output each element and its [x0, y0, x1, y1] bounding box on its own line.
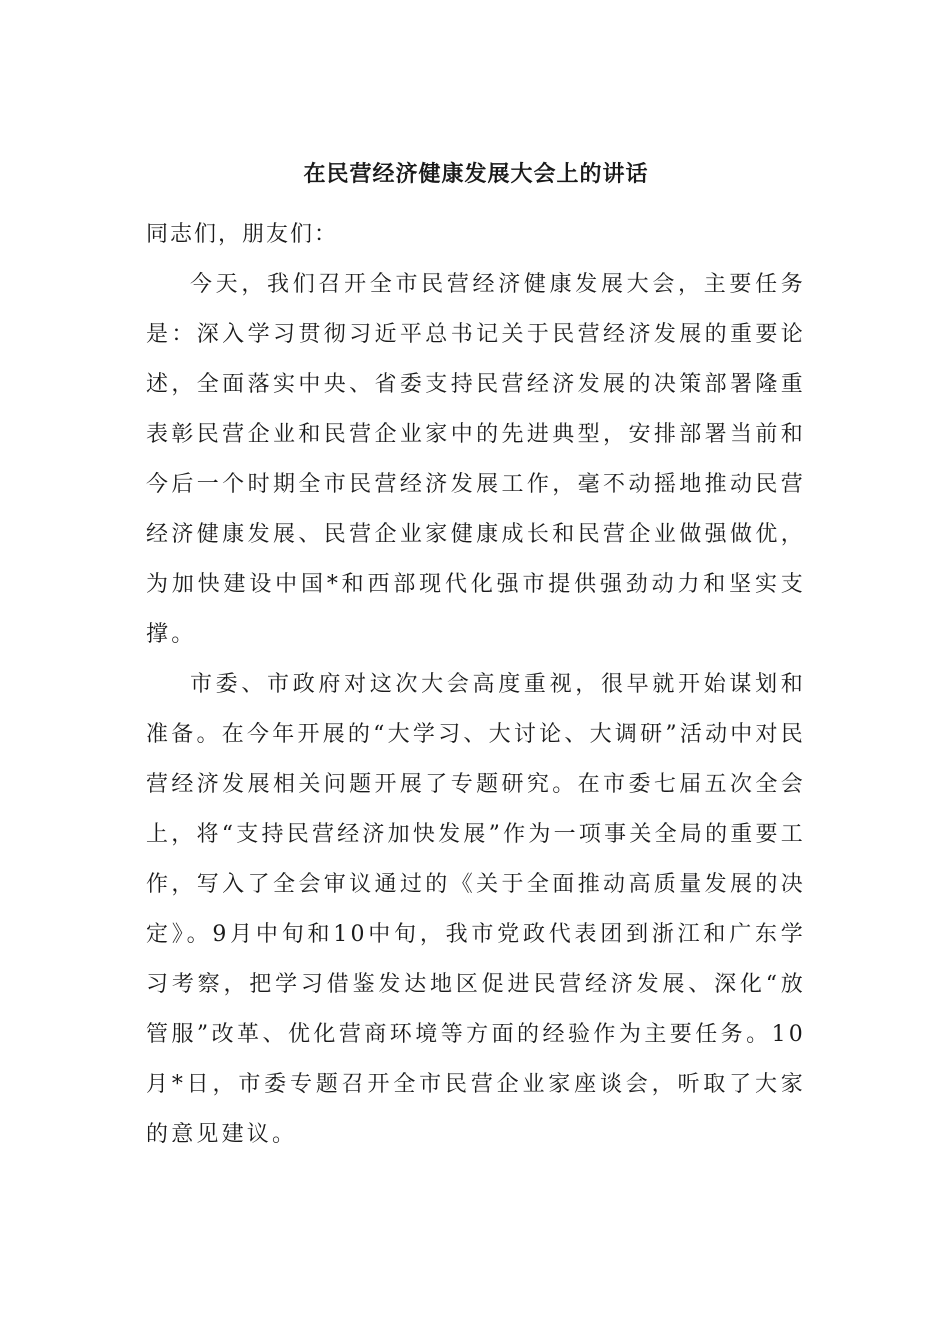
document-page: [146, 150, 806, 1160]
salutation: 同志们，朋友们：: [146, 222, 339, 247]
document-title: 在民营经济健康发展大会上的讲话: [303, 162, 649, 187]
paragraph-1: 今天，我们召开全市民营经济健康发展大会，主要任务是：深入学习贯彻习近平总书记关于民营经济发展的重要论述，全面落实中央、省委支持民营经济发展的决策部署隆重表彰民营企业和民营企业家中的先进典型，安排部署当前和今后一个时期全市民营经济发展工作，毫不动摇地推动民营经济健康发展、民营企业家健康成长和民营企业做强做优，为加快建设中国*和西部现代化强市提供强劲动力和坚实支撑。: [146, 272, 806, 647]
paragraph-2: 市委、市政府对这次大会高度重视，很早就开始谋划和准备。在今年开展的“大学习、大讨论、大调研”活动中对民营经济发展相关问题开展了专题研究。在市委七届五次全会上，将“支持民营经济加快发展”作为一项事关全局的重要工作，写入了全会审议通过的《关于全面推动高质量发展的决定》。9月中旬和10中旬，我市党政代表团到浙江和广东学习考察，把学习借鉴发达地区促进民营经济发展、深化“放管服”改革、优化营商环境等方面的经验作为主要任务。10月*日，市委专题召开全市民营企业家座谈会，听取了大家的意见建议。: [146, 672, 806, 1147]
